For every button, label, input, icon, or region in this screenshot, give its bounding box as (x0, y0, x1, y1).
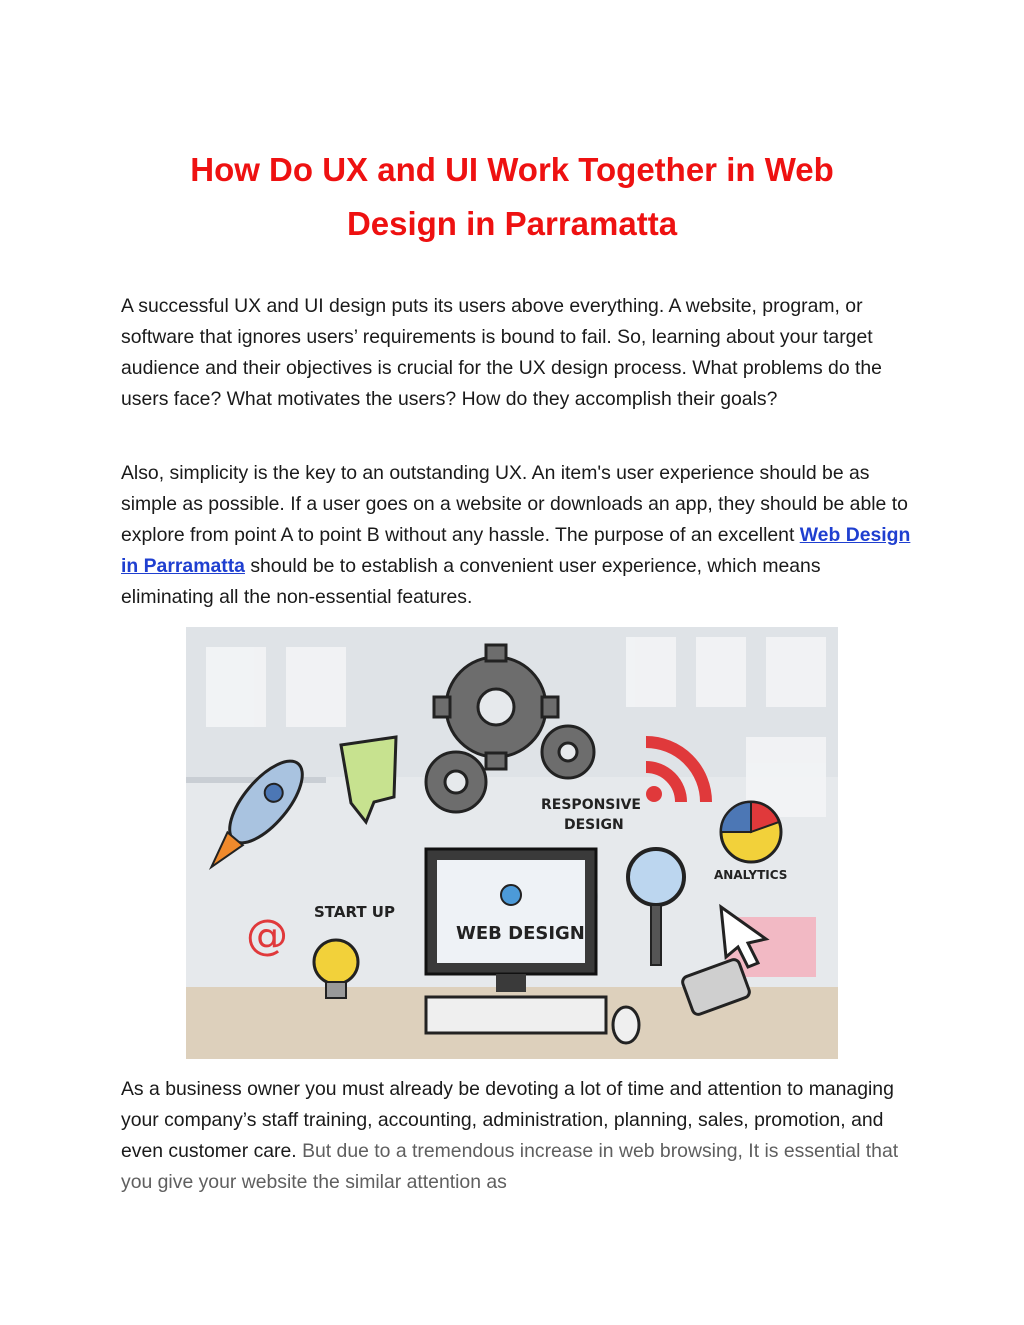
mouse-icon (613, 1007, 639, 1043)
illustration-canvas (186, 627, 838, 1059)
analytics-label: ANALYTICS (714, 868, 788, 882)
gear-icon (542, 726, 594, 778)
at-symbol-icon: @ (246, 910, 288, 959)
page-title (100, 143, 924, 251)
computer-monitor-icon (426, 849, 596, 992)
design-label: DESIGN (564, 817, 624, 833)
globe-icon (501, 885, 521, 905)
page-title-line2: Design in Parramatta (346, 205, 678, 242)
web-design-illustration (186, 627, 838, 1059)
pie-chart-icon (721, 802, 781, 862)
paragraph-business-owner (121, 1074, 911, 1198)
web-design-parramatta-link[interactable]: Web Design in Parramatta (121, 524, 911, 577)
paragraph-business-owner-continuation: But due to a tremendous increase in web browsing, It is essential that you give your website the similar attention as (121, 1140, 899, 1193)
keyboard-icon (426, 997, 606, 1033)
responsive-label: RESPONSIVE (541, 797, 641, 813)
paragraph-business-owner-text: As a business owner you must already be devoting a lot of time and attention to managing your company’s staff training, accounting, administration, planning, sales, promotion, and even customer care. (121, 1078, 894, 1162)
page-title-line1: How Do UX and UI Work Together in Web (190, 151, 834, 188)
gear-icon (426, 752, 486, 812)
web-design-label: WEB DESIGN (456, 923, 585, 944)
paragraph-simplicity (121, 458, 911, 613)
paragraph-simplicity-text-end: should be to establish a convenient user experience, which means eliminating all the non-essential features. (121, 555, 821, 608)
paragraph-simplicity-text-start: Also, simplicity is the key to an outstanding UX. An item's user experience should be as simple as possible. If a user goes on a website or downloads an app, they should be able to explore from point A to point B without any hassle. The purpose of an excellent (121, 462, 908, 546)
paragraph-intro: A successful UX and UI design puts its users above everything. A website, program, or software that ignores users’ requirements is bound to fail. So, learning about your target audience and their objectives is crucial for the UX design process. What problems do the users face? What motivates the users? How do they accomplish their goals? (121, 295, 882, 410)
start-up-label: START UP (314, 903, 395, 921)
